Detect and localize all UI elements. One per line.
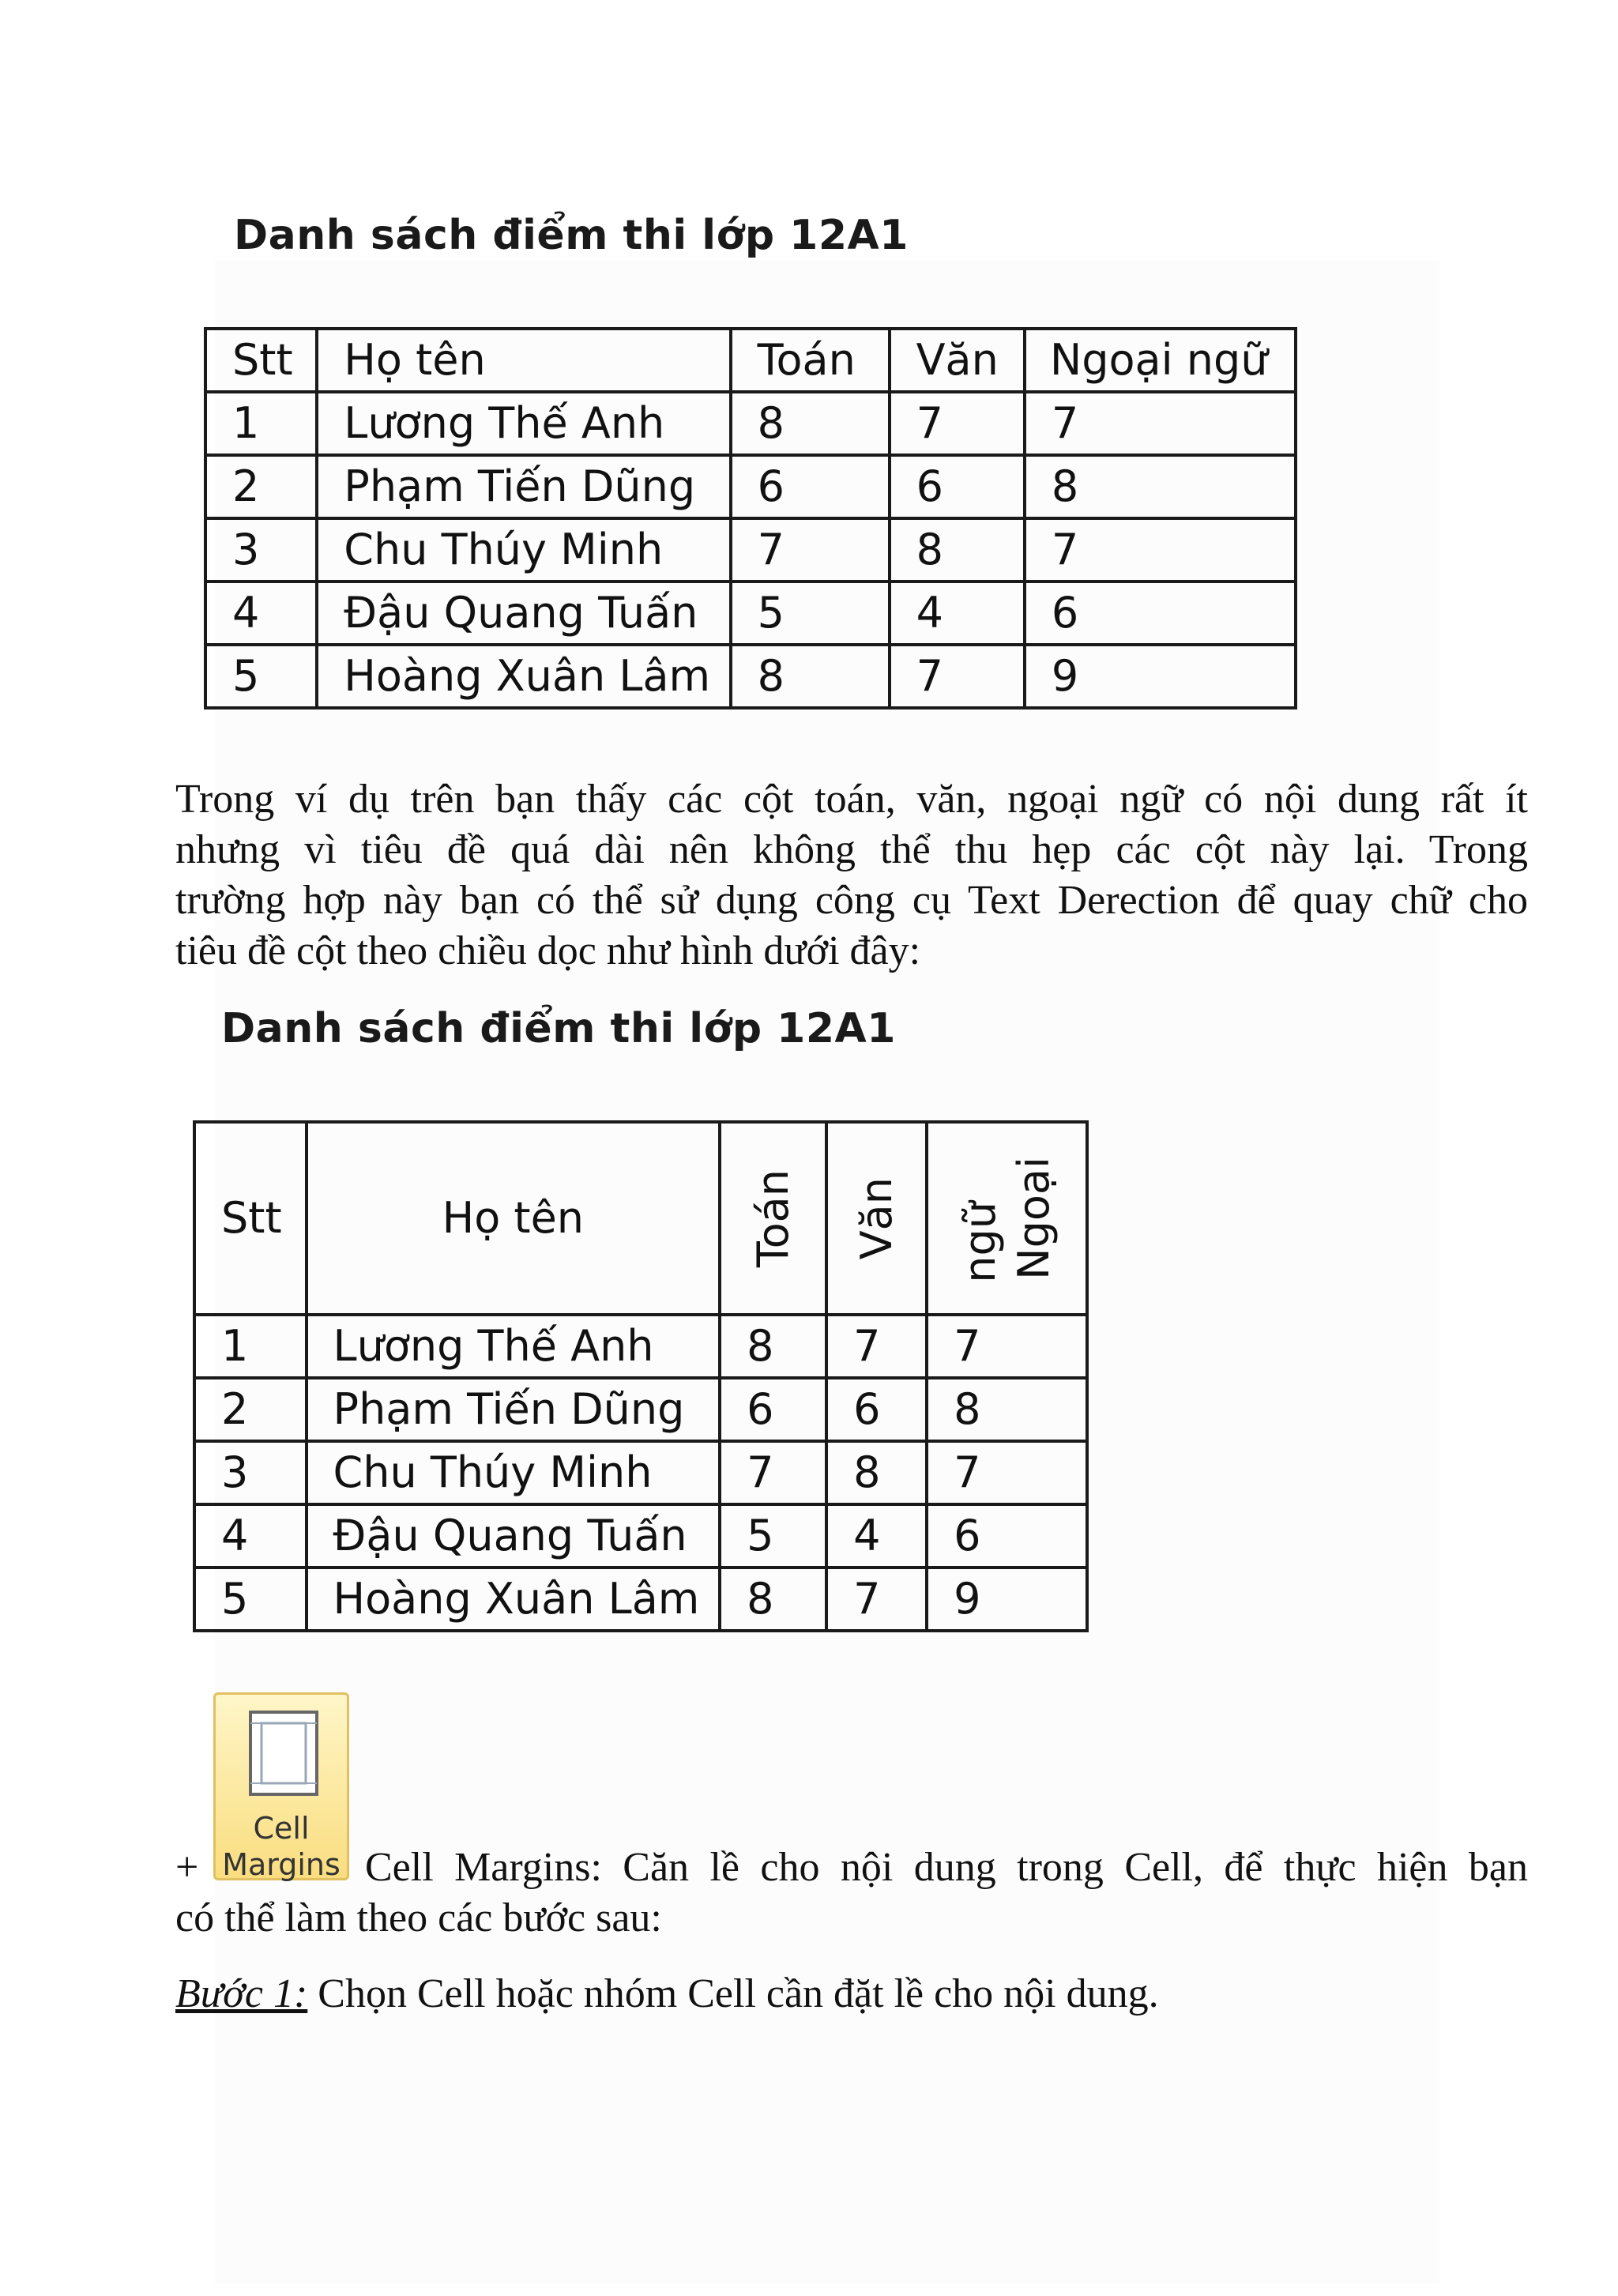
cell-math: 8: [731, 645, 890, 708]
cell-name: Phạm Tiến Dũng: [307, 1378, 721, 1441]
header-lit: Văn: [851, 1176, 901, 1260]
cell-stt: 5: [205, 645, 317, 708]
cell-margins-icon: [247, 1709, 320, 1797]
header-math-cell: [720, 1122, 826, 1315]
cell-stt: 2: [205, 455, 317, 518]
header-lit-cell: [826, 1122, 927, 1315]
cell-name: Lương Thế Anh: [307, 1315, 721, 1378]
header-name: Họ tên: [317, 329, 730, 392]
table-header-row: [205, 329, 1296, 392]
paragraph-line: có thể làm theo các bước sau:: [175, 1895, 662, 1940]
cell-name: Lương Thế Anh: [317, 392, 730, 455]
header-lang-line2: ngữ: [955, 1201, 1006, 1283]
cell-math: 6: [731, 455, 890, 518]
grades-table-horizontal: [204, 327, 1297, 710]
paragraph-line: tiêu đề cột theo chiều dọc như hình dưới đây:: [175, 928, 921, 973]
cell-math: 8: [720, 1315, 826, 1378]
bullet-plus: +: [175, 1845, 199, 1890]
cell-lit: 7: [826, 1568, 927, 1631]
header-lang-cell: [927, 1122, 1087, 1315]
paragraph-line: Trong ví dụ trên bạn thấy các cột toán, văn, ngoại ngữ có nội dung rất ít: [175, 777, 1528, 822]
table-row: [194, 1504, 1087, 1568]
cell-stt: 1: [205, 392, 317, 455]
cell-name: Đậu Quang Tuấn: [307, 1504, 721, 1568]
cell-lang: 6: [1025, 582, 1296, 645]
table-row: [205, 645, 1296, 708]
table-row: [194, 1378, 1087, 1441]
table1-caption: Danh sách điểm thi lớp 12A1: [234, 212, 909, 259]
cell-math: 8: [731, 392, 890, 455]
cell-lit: 4: [890, 582, 1025, 645]
cell-stt: 2: [194, 1378, 307, 1441]
table-row: [194, 1441, 1087, 1504]
cell-name: Hoàng Xuân Lâm: [307, 1568, 721, 1631]
table-row: [194, 1568, 1087, 1631]
table-row: [205, 392, 1296, 455]
table-row: [205, 518, 1296, 582]
cell-lang: 6: [927, 1504, 1087, 1568]
cell-name: Chu Thúy Minh: [317, 518, 730, 582]
step1-line: [175, 1969, 1528, 2019]
cell-margins-button[interactable]: [213, 1692, 349, 1880]
cell-name: Hoàng Xuân Lâm: [317, 645, 730, 708]
table-row: [205, 455, 1296, 518]
table2-caption: Danh sách điểm thi lớp 12A1: [221, 1005, 896, 1052]
cell-lang: 7: [927, 1315, 1087, 1378]
header-lang-line1: Ngoại: [1008, 1157, 1059, 1280]
header-stt: Stt: [205, 329, 317, 392]
cell-margins-label-line1: Cell: [253, 1811, 310, 1846]
cell-math: 5: [731, 582, 890, 645]
cell-lit: 6: [890, 455, 1025, 518]
step1-label: Bước 1:: [175, 1971, 308, 2016]
header-stt: Stt: [194, 1122, 307, 1315]
header-math: Toán: [747, 1169, 798, 1268]
cell-name: Phạm Tiến Dũng: [317, 455, 730, 518]
paragraph-line: nhưng vì tiêu đề quá dài nên không thể thu hẹp các cột này lại. Trong: [175, 827, 1528, 872]
cell-lang: 8: [1025, 455, 1296, 518]
step1-text: Chọn Cell hoặc nhóm Cell cần đặt lề cho nội dung.: [307, 1971, 1159, 2016]
cell-math: 6: [720, 1378, 826, 1441]
paragraph-line: Cell Margins: Căn lề cho nội dung trong Cell, để thực hiện bạn: [365, 1845, 1528, 1890]
cell-math: 8: [720, 1568, 826, 1631]
grades-table-vertical-headers: [193, 1120, 1089, 1632]
cell-math: 7: [731, 518, 890, 582]
cell-math: 7: [720, 1441, 826, 1504]
cell-stt: 4: [205, 582, 317, 645]
cell-lang: 9: [927, 1568, 1087, 1631]
cell-lang: 8: [927, 1378, 1087, 1441]
cell-stt: 3: [194, 1441, 307, 1504]
cell-stt: 3: [205, 518, 317, 582]
header-math: Toán: [731, 329, 890, 392]
cell-stt: 5: [194, 1568, 307, 1631]
cell-lit: 8: [826, 1441, 927, 1504]
cell-margins-label-line2: Margins: [222, 1847, 341, 1882]
cell-lit: 7: [890, 392, 1025, 455]
table-row: [194, 1315, 1087, 1378]
cell-lit: 7: [826, 1315, 927, 1378]
cell-lit: 4: [826, 1504, 927, 1568]
table-row: [205, 582, 1296, 645]
cell-name: Chu Thúy Minh: [307, 1441, 721, 1504]
cell-lang: 7: [927, 1441, 1087, 1504]
cell-name: Đậu Quang Tuấn: [317, 582, 730, 645]
cell-lit: 8: [890, 518, 1025, 582]
cell-lang: 9: [1025, 645, 1296, 708]
header-name: Họ tên: [307, 1122, 721, 1315]
table-header-row: [194, 1122, 1087, 1315]
cell-lit: 6: [826, 1378, 927, 1441]
cell-lit: 7: [890, 645, 1025, 708]
cell-lang: 7: [1025, 518, 1296, 582]
paragraph-line: trường hợp này bạn có thể sử dụng công cụ Text Derection để quay chữ cho: [175, 878, 1528, 923]
cell-lang: 7: [1025, 392, 1296, 455]
header-lang: Ngoại ngữ: [1025, 329, 1296, 392]
cell-stt: 4: [194, 1504, 307, 1568]
cell-math: 5: [720, 1504, 826, 1568]
cell-stt: 1: [194, 1315, 307, 1378]
header-lit: Văn: [890, 329, 1025, 392]
